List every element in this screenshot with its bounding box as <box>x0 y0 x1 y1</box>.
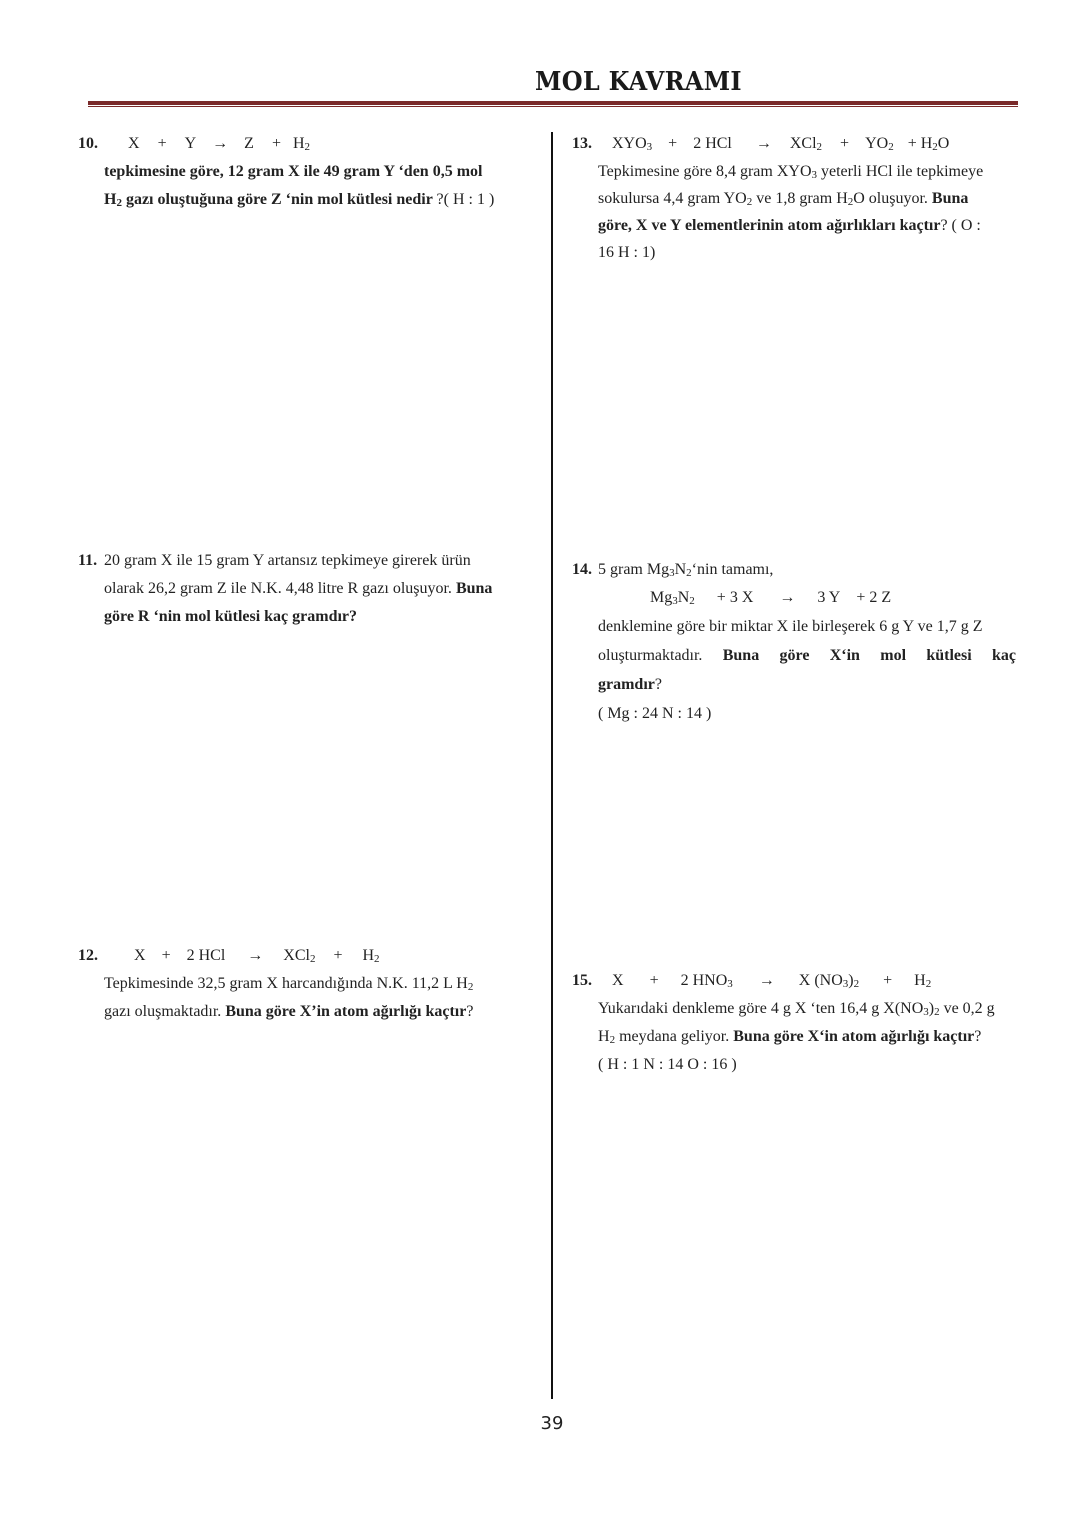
text-run: meydana geliyor. <box>615 1028 734 1045</box>
subscript: 2 <box>686 567 692 579</box>
eq-subscript: 2 <box>816 141 823 153</box>
question-line: 20 gram X ile 15 gram Y artansız tepkimeye girerek ürün <box>104 552 471 569</box>
text-run: H <box>104 191 117 208</box>
eq-arrow: → <box>779 589 796 606</box>
reaction-equation <box>612 967 931 995</box>
text-run: N <box>674 561 687 578</box>
text-run: gramdır <box>598 676 655 693</box>
text-run: Buna göre X‘in mol kütlesi kaç <box>722 647 1016 664</box>
question-number: 12. <box>78 947 98 964</box>
column-divider <box>551 132 553 1399</box>
eq-arrow: → <box>755 135 772 152</box>
eq-subscript: 2 <box>925 978 932 990</box>
question-number: 14. <box>572 561 592 578</box>
eq-term: YO <box>865 135 889 152</box>
eq-subscript: 2 <box>853 978 860 990</box>
eq-operator: + <box>157 135 167 152</box>
text-run: Buna göre X’in atom ağırlığı kaçtır <box>225 1003 467 1020</box>
eq-term: Y <box>184 135 197 152</box>
text-run: ? <box>974 1028 982 1045</box>
text-run: ? <box>466 1003 474 1020</box>
eq-term: Z <box>244 135 254 152</box>
eq-term: XCl <box>789 135 817 152</box>
text-run: olarak 26,2 gram Z ile N.K. 4,48 litre R gazı oluşuyor. <box>104 580 456 597</box>
question-text <box>598 158 1016 266</box>
question-line: tepkimesine göre, 12 gram X ile 49 gram Y ‘den 0,5 mol <box>104 163 483 180</box>
text-run: ve 0,2 g <box>939 1000 995 1017</box>
text-run: yeterli HCl ile tepkimeye <box>817 163 984 180</box>
eq-operator: + <box>649 972 659 989</box>
eq-term: H <box>292 135 305 152</box>
eq-operator: + <box>840 135 850 152</box>
eq-subscript: 2 <box>304 141 311 153</box>
question-line: denklemine göre bir miktar X ile birleşerek 6 g Y ve 1,7 g Z <box>598 618 983 635</box>
text-run: gazı oluştuğuna göre Z ‘nin mol kütlesi nedir <box>121 191 437 208</box>
text-run: Buna göre X‘in atom ağırlığı kaçtır <box>733 1028 975 1045</box>
eq-arrow: → <box>212 135 229 152</box>
text-run: ?( H : 1 ) <box>436 191 495 208</box>
eq-term: + 3 X <box>716 589 754 606</box>
question-number: 13. <box>572 135 592 152</box>
text-run: ? <box>654 676 662 693</box>
text-run: ‘nin tamamı, <box>691 561 774 578</box>
subscript: 2 <box>847 196 854 208</box>
eq-term: X (NO <box>798 972 843 989</box>
eq-term: X <box>128 135 140 152</box>
text-run: ? ( O : <box>940 217 981 234</box>
subscript: 2 <box>746 196 753 208</box>
text-run: oluşturmaktadır. <box>598 647 723 664</box>
eq-term: 2 HCl <box>186 947 226 964</box>
text-run: 5 gram Mg <box>598 561 670 578</box>
eq-term: 3 Y <box>817 589 841 606</box>
header-rule-thick <box>88 101 1018 105</box>
question-line: ( Mg : 24 N : 14 ) <box>598 705 712 722</box>
eq-term: O <box>937 135 950 152</box>
eq-operator: + <box>883 972 893 989</box>
eq-term: XCl <box>283 947 310 964</box>
question-text <box>104 970 520 1026</box>
text-run: Yukarıdaki denkleme göre 4 g X ‘ten 16,4 g X(NO <box>598 1000 924 1017</box>
eq-subscript: 2 <box>309 953 316 965</box>
eq-term: N <box>677 589 690 606</box>
eq-operator: + <box>271 135 281 152</box>
eq-arrow: → <box>758 972 775 989</box>
eq-subscript: 2 <box>932 141 938 153</box>
subscript: 2 <box>116 197 122 209</box>
eq-term: XYO <box>612 135 647 152</box>
question-number: 10. <box>78 135 98 152</box>
eq-term: H <box>914 972 926 989</box>
subscript: 3 <box>669 567 675 579</box>
question-line: göre R ‘nin mol kütlesi kaç gramdır? <box>104 608 358 625</box>
eq-term: + 2 Z <box>856 589 892 606</box>
eq-subscript: 3 <box>646 141 653 153</box>
question-text <box>104 547 520 631</box>
page-number: 39 <box>540 1413 564 1434</box>
text-run: O oluşuyor. <box>853 190 932 207</box>
eq-operator: + <box>333 947 343 964</box>
reaction-equation <box>650 584 891 612</box>
eq-term: + H <box>907 135 933 152</box>
subscript: 2 <box>934 1006 940 1018</box>
question-line <box>598 556 773 584</box>
text-run: Buna <box>931 190 969 207</box>
header-rule-thin <box>88 106 1018 107</box>
eq-subscript: 2 <box>888 141 894 153</box>
eq-term: Mg <box>650 589 673 606</box>
eq-term: X <box>612 972 624 989</box>
eq-term: 2 HCl <box>693 135 732 152</box>
eq-operator: + <box>161 947 171 964</box>
text-run: Tepkimesine göre 8,4 gram XYO <box>598 163 812 180</box>
text-run: ) <box>928 1000 935 1017</box>
text-run: Buna <box>455 580 493 597</box>
text-run: ve 1,8 gram H <box>752 190 848 207</box>
text-run: göre, X ve Y elementlerinin atom ağırlıkları kaçtır <box>598 217 941 234</box>
question-text <box>598 612 1016 728</box>
reaction-equation <box>612 130 949 158</box>
question-text <box>598 995 1016 1079</box>
eq-subscript: 3 <box>672 595 678 607</box>
question-line: 16 H : 1) <box>598 244 656 261</box>
eq-term: X <box>134 947 146 964</box>
question-text <box>104 158 520 214</box>
eq-arrow: → <box>247 947 264 964</box>
question-number: 11. <box>78 552 98 569</box>
eq-subscript: 3 <box>727 978 733 990</box>
eq-term: ) <box>848 972 854 989</box>
subscript: 3 <box>923 1006 929 1018</box>
question-line: ( H : 1 N : 14 O : 16 ) <box>598 1056 737 1073</box>
text-run: gazı oluşmaktadır. <box>104 1003 226 1020</box>
eq-subscript: 2 <box>374 953 380 965</box>
text-run: H <box>598 1028 610 1045</box>
page-title: MOL KAVRAMI <box>535 67 742 97</box>
eq-term: 2 HNO <box>680 972 728 989</box>
eq-operator: + <box>668 135 678 152</box>
eq-term: H <box>362 947 375 964</box>
text-run: sokulursa 4,4 gram YO <box>598 190 747 207</box>
subscript: 2 <box>609 1034 616 1046</box>
text-run: Tepkimesinde 32,5 gram X harcandığında N.K. 11,2 L H <box>104 975 468 992</box>
eq-subscript: 2 <box>689 595 695 607</box>
subscript: 3 <box>811 169 817 181</box>
question-number: 15. <box>572 972 592 989</box>
reaction-equation <box>128 130 310 158</box>
subscript: 2 <box>467 981 474 993</box>
reaction-equation <box>134 942 380 970</box>
eq-subscript: 3 <box>842 978 849 990</box>
